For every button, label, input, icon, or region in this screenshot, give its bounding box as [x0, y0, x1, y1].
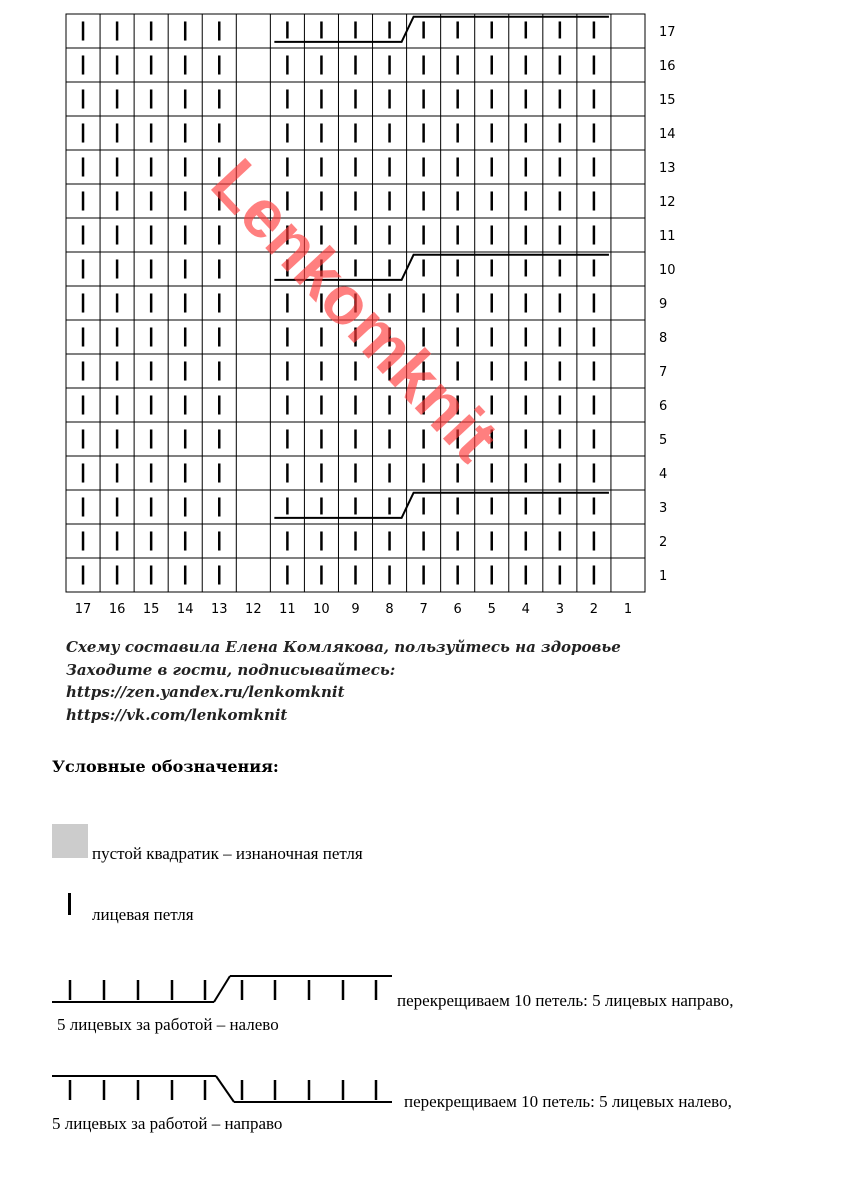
watermark-logo: Lenkomknit [196, 144, 513, 476]
knit-stitch-icon [68, 893, 71, 915]
column-label: 12 [245, 602, 262, 617]
credits-block [66, 636, 621, 726]
legend-cable-left-line1: перекрещиваем 10 петель: 5 лицевых налево, [404, 1092, 732, 1111]
column-label: 10 [313, 602, 330, 617]
credit-link-zen[interactable]: https://zen.yandex.ru/lenkomknit [66, 683, 345, 701]
legend-cable-right-line2: 5 лицевых за работой – налево [57, 1015, 279, 1034]
legend-cable-left-line2: 5 лицевых за работой – направо [52, 1114, 283, 1133]
credit-line-invite: Заходите в гости, подписывайтесь: [66, 660, 396, 679]
column-label: 17 [74, 602, 92, 617]
column-label: 3 [555, 602, 564, 617]
row-label: 2 [659, 535, 668, 550]
row-label: 4 [659, 467, 668, 482]
row-label: 8 [659, 331, 668, 346]
column-label: 2 [589, 602, 599, 617]
column-label: 1 [623, 602, 633, 617]
row-label: 3 [659, 501, 668, 516]
column-label: 11 [279, 602, 296, 617]
row-label: 14 [659, 127, 676, 142]
row-label: 5 [659, 433, 668, 448]
legend-knit-text: лицевая петля [92, 905, 194, 924]
row-label: 7 [659, 365, 668, 380]
column-label: 7 [419, 602, 428, 617]
cable-left-cross-icon [0, 1060, 400, 1120]
column-label: 13 [210, 602, 228, 617]
purl-swatch-icon [52, 824, 88, 858]
legend-title: Условные обозначения: [52, 757, 279, 776]
row-label: 17 [659, 25, 676, 40]
row-label: 13 [659, 161, 676, 176]
column-label: 6 [453, 602, 462, 617]
credit-line-author: Схему составила Елена Комлякова, пользуйтесь на здоровье [66, 638, 621, 656]
column-label: 9 [351, 602, 360, 617]
row-label: 6 [659, 399, 668, 414]
legend-purl-text: пустой квадратик – изнаночная петля [92, 844, 363, 863]
column-label: 14 [176, 602, 194, 617]
row-label: 12 [659, 195, 676, 210]
column-label: 5 [487, 602, 496, 617]
legend-cable-right-line1: перекрещиваем 10 петель: 5 лицевых направо, [397, 991, 734, 1010]
column-label: 15 [142, 602, 160, 617]
credit-link-vk[interactable]: https://vk.com/lenkomknit [66, 705, 288, 724]
row-label: 9 [659, 297, 668, 312]
column-label: 16 [108, 602, 126, 617]
row-label: 10 [659, 263, 676, 278]
row-label: 16 [659, 59, 676, 74]
row-label: 15 [659, 93, 676, 108]
column-label: 4 [521, 602, 530, 617]
cable-right-cross-icon [0, 960, 400, 1020]
column-label: 8 [385, 602, 394, 617]
row-label: 11 [659, 229, 676, 244]
row-label: 1 [659, 569, 668, 584]
